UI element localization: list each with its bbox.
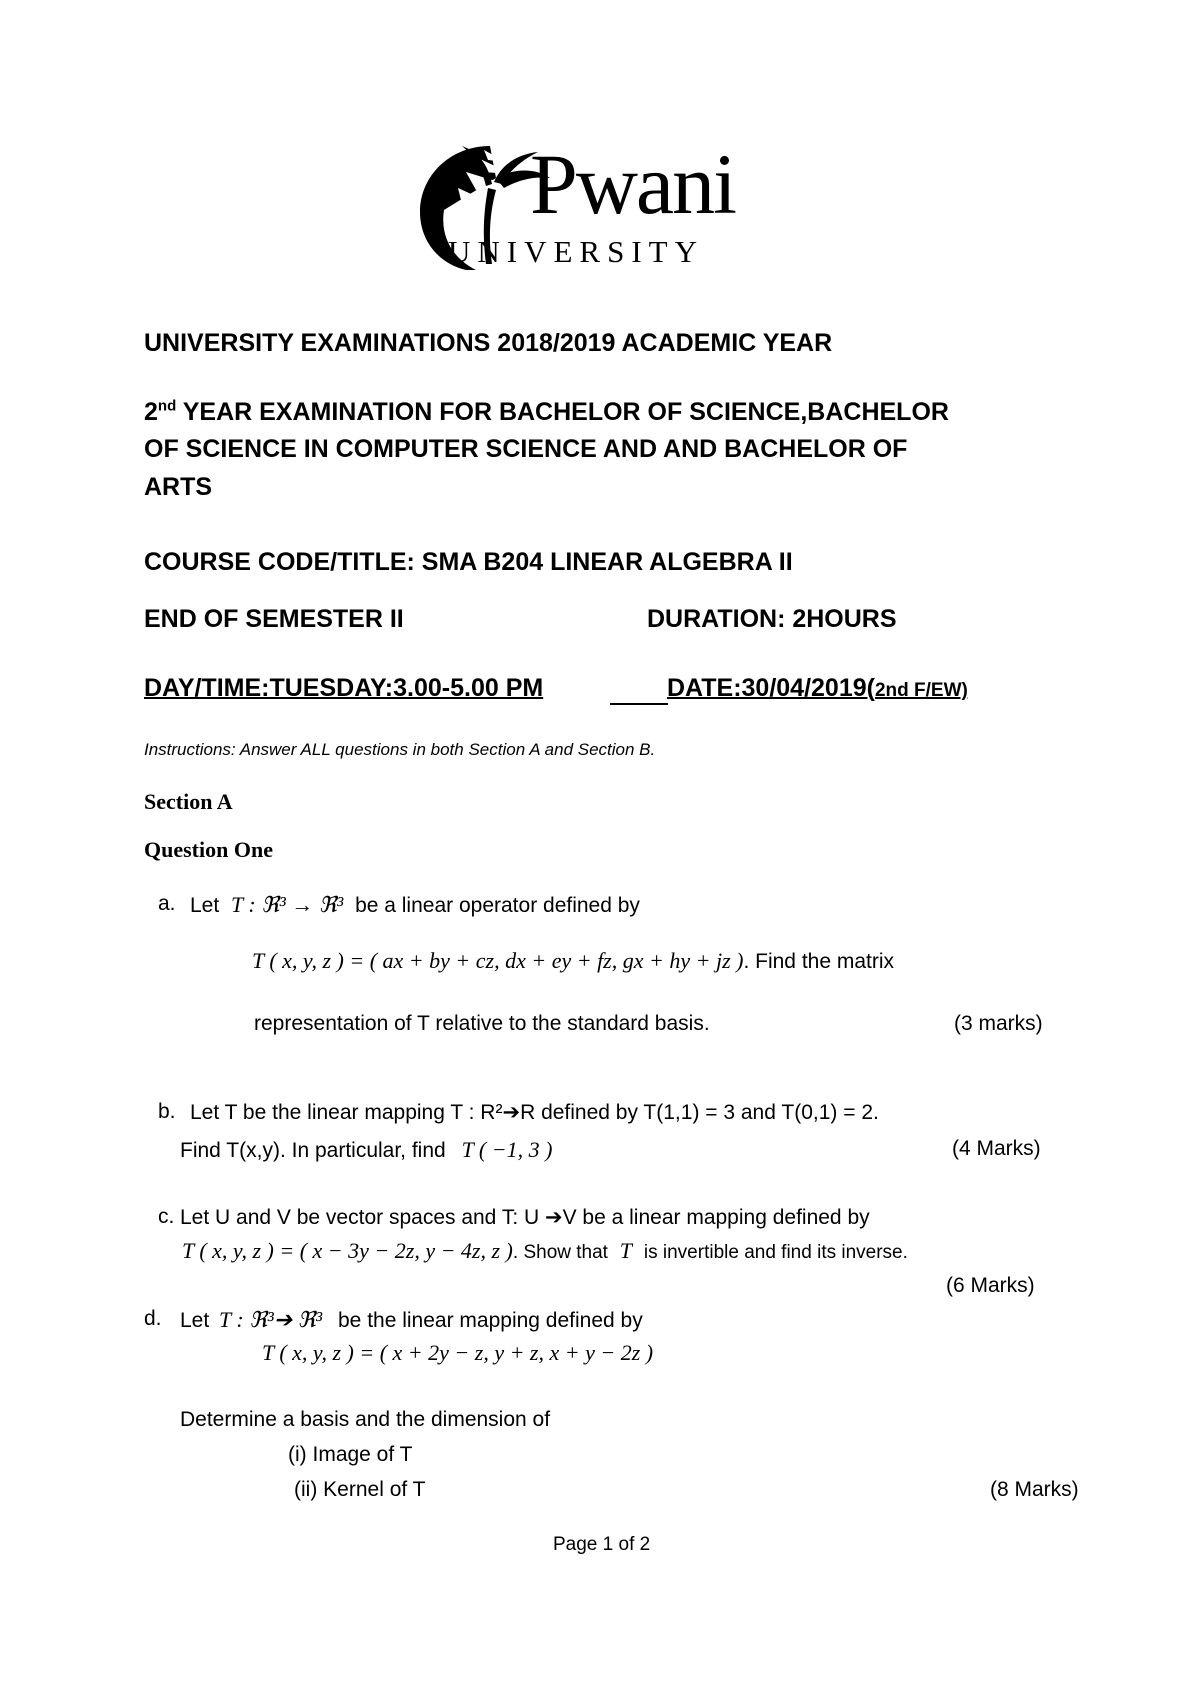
question-a-marks: (3 marks) [954,1012,1043,1035]
section-heading: Section A [144,789,233,814]
duration-label: DURATION: 2HOURS [647,605,897,633]
question-c-text2: . Show that [512,1242,608,1263]
year-ordinal: 2 [144,398,158,426]
question-b-text2: Find T(x,y). In particular, find [180,1139,446,1162]
question-a-line1 [190,892,640,918]
question-c-line2 [182,1238,908,1264]
question-c-marks: (6 Marks) [946,1274,1035,1297]
exam-program-line2: OF SCIENCE IN COMPUTER SCIENCE AND AND BACHELOR OF [144,435,908,463]
question-c-label: c. [158,1205,175,1228]
question-d-item-kernel: (ii) Kernel of T [294,1478,426,1501]
question-a-text2: be a linear operator defined by [355,894,640,917]
course-title: COURSE CODE/TITLE: SMA B204 LINEAR ALGEBRA II [144,548,793,576]
question-b-line1: Let T be the linear mapping T : R²➔R defined by T(1,1) = 3 and T(0,1) = 2. [190,1101,879,1124]
question-d-text2: be the linear mapping defined by [338,1309,643,1332]
question-d-formula: T ( x, y, z ) = ( x + 2y − z, y + z, x + y − 2z ) [262,1340,654,1365]
question-d-operator: T : ℜ³➔ ℜ³ [219,1307,323,1332]
question-a-label: a. [158,892,176,915]
question-a-formula: T ( x, y, z ) = ( ax + by + cz, dx + ey + fz, gx + hy + jz ) [252,948,744,973]
question-a-text1: Let [190,894,220,917]
program-text: YEAR EXAMINATION FOR BACHELOR OF SCIENCE,BACHELOR [176,398,949,426]
logo-subtitle: UNIVERSITY [448,234,704,269]
question-b-label: b. [158,1100,176,1123]
question-d-marks: (8 Marks) [990,1478,1079,1501]
question-d-determine: Determine a basis and the dimension of [180,1408,551,1431]
university-logo [418,136,735,270]
question-c-text3: is invertible and find its inverse. [643,1242,908,1263]
page-number: Page 1 of 2 [553,1534,651,1555]
question-heading: Question One [144,837,273,862]
exam-title: UNIVERSITY EXAMINATIONS 2018/2019 ACADEMIC YEAR [144,329,833,357]
underline-gap-fill [610,703,668,705]
exam-program-line3: ARTS [144,473,213,501]
exam-date-label [667,674,968,703]
day-time-label: DAY/TIME:TUESDAY:3.00-5.00 PM [144,674,544,702]
question-d-text1: Let [180,1309,210,1332]
question-d-label: d. [144,1307,162,1330]
question-a-line3: representation of T relative to the standard basis. [254,1012,710,1035]
question-c-math2: T [619,1238,633,1263]
question-c-formula: T ( x, y, z ) = ( x − 3y − 2z, y − 4z, z ) [182,1238,513,1263]
question-d-line1 [180,1307,643,1333]
question-b-marks: (4 Marks) [952,1137,1041,1160]
logo-wordmark: Pwani [530,136,735,232]
question-d-item-image: (i) Image of T [288,1443,413,1466]
question-b-math: T ( −1, 3 ) [461,1137,553,1162]
question-a-operator: T : ℜ³ → ℜ³ [231,892,344,917]
exam-program-line1 [144,398,949,427]
year-ordinal-suffix: nd [157,397,177,415]
question-b-line2 [180,1137,552,1163]
question-c-line1: Let U and V be vector spaces and T: U ➔V be a linear mapping defined by [180,1206,870,1229]
semester-label: END OF SEMESTER II [144,605,404,633]
question-a-formula-line [252,948,894,974]
instructions: Instructions: Answer ALL questions in both Section A and Section B. [144,740,656,759]
date-note: 2nd F/EW) [874,680,968,701]
question-a-text3: . Find the matrix [743,950,895,973]
date-text: DATE:30/04/2019( [667,674,875,702]
